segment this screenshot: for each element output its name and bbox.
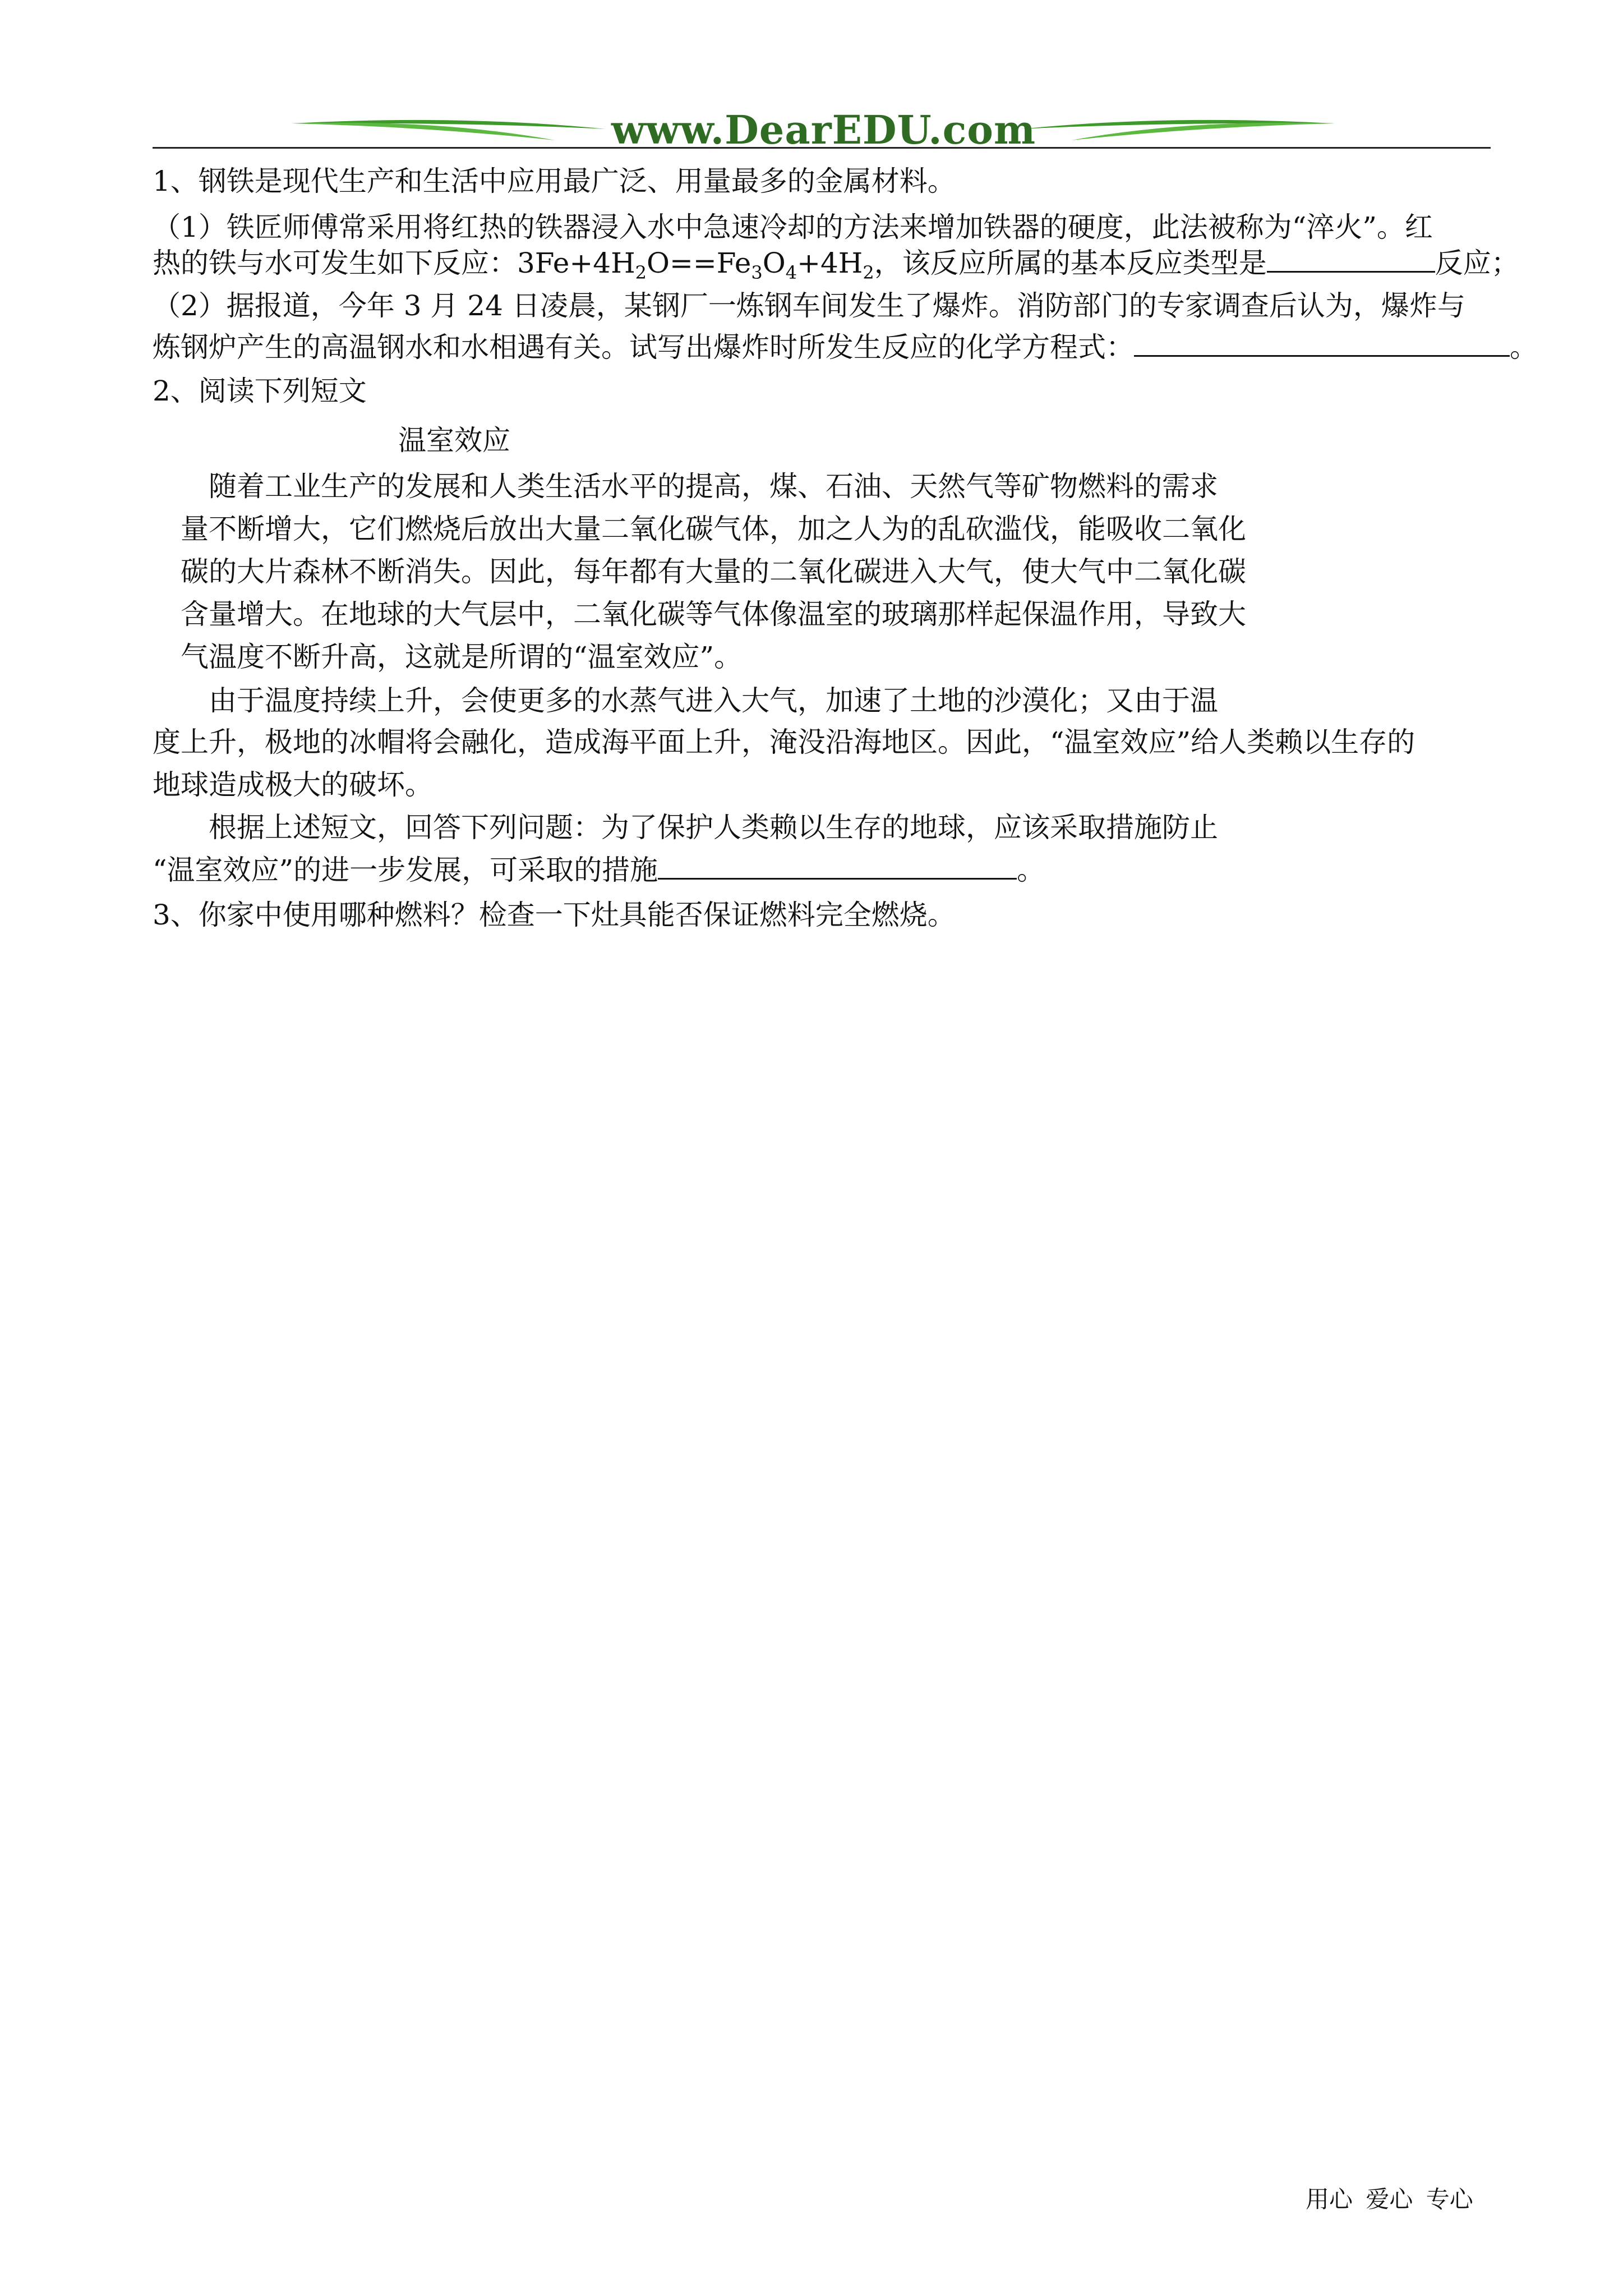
- header-logo: [292, 107, 1335, 157]
- q1-part2-line2: 炼钢炉产生的高温钢水和水相遇有关。试写出爆炸时所发生反应的化学方程式： 。: [153, 331, 1538, 364]
- passage-para2-line2: 度上升，极地的冰帽将会融化，造成海平面上升，淹没沿海地区。因此，“温室效应”给人类赖以生存的: [153, 726, 1415, 758]
- q1-part1-line2: 热的铁与水可发生如下反应：$3Fe+4H_2O==Fe_3O_4+4H_2$，该反应所属的基本反应类型是 反应；: [153, 247, 1519, 283]
- page-footer: 用心 爱心 专心: [1306, 2185, 1473, 2213]
- measures-blank[interactable]: [658, 853, 1017, 880]
- passage-para2-line1: 由于温度持续上升，会使更多的水蒸气进入大气，加速了土地的沙漠化；又由于温: [209, 684, 1218, 717]
- logo-text: www.DearEDU.com: [611, 107, 1036, 153]
- equation-blank[interactable]: [1134, 330, 1510, 357]
- passage-para3-line1: 根据上述短文，回答下列问题：为了保护人类赖以生存的地球，应该采取措施防止: [209, 811, 1218, 844]
- q3-text: 3、你家中使用哪种燃料？检查一下灶具能否保证燃料完全燃烧。: [153, 899, 956, 931]
- passage-para1-line3: 碳的大片森林不断消失。因此，每年都有大量的二氧化碳进入大气，使大气中二氧化碳: [181, 555, 1246, 588]
- passage-para2-line3: 地球造成极大的破坏。: [153, 769, 433, 801]
- passage-para1-line2: 量不断增大，它们燃烧后放出大量二氧化碳气体，加之人为的乱砍滥伐，能吸收二氧化: [181, 513, 1246, 545]
- header-divider: [153, 147, 1491, 149]
- q1-part2-line1: （2）据报道，今年 3 月 24 日凌晨，某钢厂一炼钢车间发生了爆炸。消防部门的专家调查后认为，爆炸与: [153, 289, 1465, 322]
- passage-para1-line5: 气温度不断升高，这就是所谓的“温室效应”。: [181, 641, 743, 673]
- passage-para1-line1: 随着工业生产的发展和人类生活水平的提高，煤、石油、天然气等矿物燃料的需求: [209, 470, 1218, 503]
- passage-para3-line2: “温室效应”的进一步发展，可采取的措施 。: [153, 854, 1045, 886]
- q1-intro: 1、钢铁是现代生产和生活中应用最广泛、用量最多的金属材料。: [153, 165, 956, 197]
- passage-title: 温室效应: [398, 424, 510, 457]
- q1-part1-line1: （1）铁匠师傅常采用将红热的铁器浸入水中急速冷却的方法来增加铁器的硬度，此法被称为“淬火”。红: [153, 211, 1433, 243]
- q2-intro: 2、阅读下列短文: [153, 375, 367, 407]
- passage-para1-line4: 含量增大。在地球的大气层中，二氧化碳等气体像温室的玻璃那样起保温作用，导致大: [181, 598, 1246, 631]
- reaction-type-blank[interactable]: [1267, 246, 1435, 273]
